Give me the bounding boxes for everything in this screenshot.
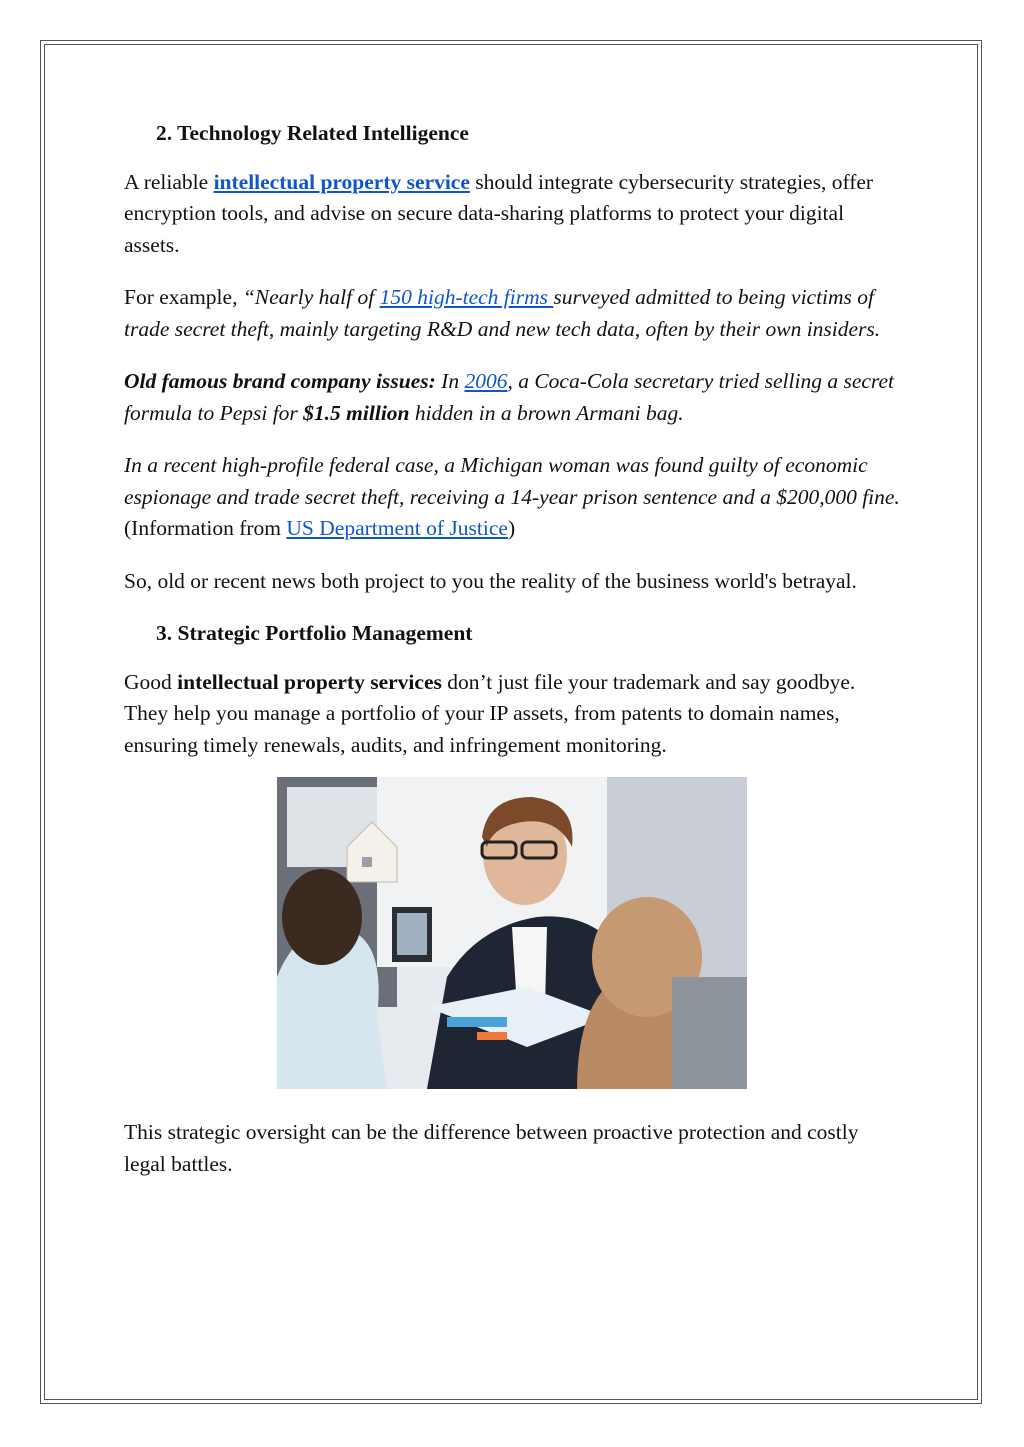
text: A reliable bbox=[124, 169, 214, 194]
text: ) bbox=[507, 516, 516, 540]
text: Good bbox=[124, 669, 178, 694]
text: (Information from bbox=[124, 516, 287, 540]
link-intellectual-property-service[interactable]: intellectual property service bbox=[213, 169, 470, 194]
link-150-high-tech-firms[interactable]: 150 high-tech firms bbox=[379, 285, 554, 309]
text: should integrate cybersecurity strategies, offer encryption tools, and advise on secure data-sharing platforms to protect your digital assets. bbox=[124, 169, 874, 257]
text: surveyed admitted to being victims of trade secret theft, mainly targeting R&D and new tech data, often by their own insiders. bbox=[124, 285, 881, 341]
link-2006[interactable]: 2006 bbox=[464, 369, 508, 393]
text: “Nearly half of bbox=[242, 285, 380, 309]
paragraph-strategic-oversight: This strategic oversight can be the difference between proactive protection and costly legal battles. bbox=[124, 1120, 859, 1176]
italic-text: In a recent high-profile federal case, a Michigan woman was found guilty of economic espionage and trade secret theft, receiving a 14-year prison sentence and a $200,000 fine. bbox=[124, 453, 900, 509]
document-body bbox=[124, 118, 904, 1201]
label-brand-issues: Old famous brand company issues: bbox=[124, 369, 436, 393]
paragraph-betrayal: So, old or recent news both project to you the reality of the business world's betrayal. bbox=[124, 568, 857, 593]
text: For example, bbox=[124, 285, 243, 309]
italic-block bbox=[124, 369, 894, 425]
section-heading-portfolio: 3. Strategic Portfolio Management bbox=[156, 621, 473, 645]
paragraph-reliable-service bbox=[124, 167, 904, 262]
bold-text: intellectual property services bbox=[177, 669, 442, 694]
link-us-department-of-justice[interactable]: US Department of Justice bbox=[286, 516, 508, 540]
paragraph-federal-case bbox=[124, 450, 904, 545]
text: don’t just file your trademark and say goodbye. They help you manage a portfolio of your IP assets, from patents to domain names, ensuring timely renewals, audits, and infringement monitoring. bbox=[124, 669, 856, 757]
text: In bbox=[435, 369, 465, 393]
paragraph-good-services bbox=[124, 667, 904, 762]
paragraph-example bbox=[124, 282, 904, 345]
text: , a Coca-Cola secretary tried selling a secret formula to Pepsi for bbox=[124, 369, 894, 425]
text: hidden in a brown Armani bag. bbox=[409, 400, 684, 425]
photo-illustration bbox=[277, 777, 747, 1089]
amount: $1.5 million bbox=[303, 400, 410, 425]
paragraph-brand-issues bbox=[124, 366, 904, 429]
photo-consultation-meeting bbox=[277, 777, 747, 1089]
section-heading-technology: 2. Technology Related Intelligence bbox=[156, 121, 469, 145]
